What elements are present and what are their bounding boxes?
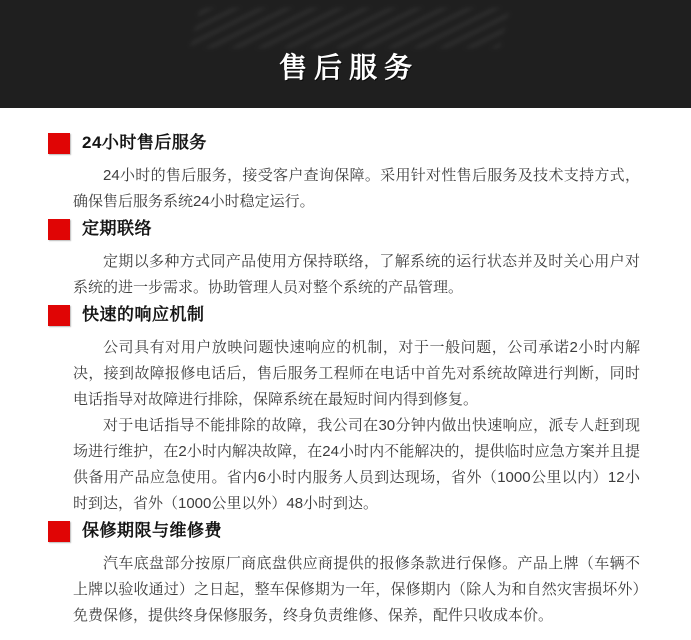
section-regular-contact xyxy=(48,218,640,301)
red-square-bullet-icon xyxy=(48,219,70,240)
red-square-bullet-icon xyxy=(48,521,70,542)
section-paragraph: 定期以多种方式同产品使用方保持联络，了解系统的运行状态并及时关心用户对系统的进一步需求。协助管理人员对整个系统的产品管理。 xyxy=(73,253,640,296)
section-paragraph: 汽车底盘部分按原厂商底盘供应商提供的报修条款进行保修。产品上牌（车辆不上牌以验收通过）之日起，整车保修期为一年，保修期内（除人为和自然灾害损坏外）免费保修，提供终身保修服务，终身负责维修、保养，配件只收成本价。 xyxy=(73,555,640,624)
header-banner xyxy=(0,0,691,108)
content-area xyxy=(0,108,691,629)
section-heading-row xyxy=(48,520,640,542)
section-heading: 保修期限与维修费 xyxy=(82,521,222,540)
section-heading: 快速的响应机制 xyxy=(82,305,205,324)
section-heading-row xyxy=(48,132,640,154)
red-square-bullet-icon xyxy=(48,305,70,326)
section-paragraph: 对于电话指导不能排除的故障，我公司在30分钟内做出快速响应，派专人赶到现场进行维护，在2小时内解决故障，在24小时内不能解决的，提供临时应急方案并且提供备用产品应急使用。省内6小时内服务人员到达现场，省外（1000公里以内）12小时到达，省外（1000公里以外）48小时到达。 xyxy=(73,417,640,512)
section-24h-service xyxy=(48,132,640,215)
section-paragraph: 24小时的售后服务，接受客户查询保障。采用针对性售后服务及技术支持方式，确保售后服务系统24小时稳定运行。 xyxy=(73,167,640,210)
section-heading-row xyxy=(48,218,640,240)
section-heading: 定期联络 xyxy=(82,219,152,238)
section-heading-row xyxy=(48,304,640,326)
page-title: 售后服务 xyxy=(278,52,419,83)
section-heading: 24小时售后服务 xyxy=(82,133,207,152)
watermark-smudge xyxy=(190,8,510,48)
section-rapid-response xyxy=(48,304,640,517)
section-warranty-fees xyxy=(48,520,640,629)
section-paragraph: 公司具有对用户放映问题快速响应的机制，对于一般问题，公司承诺2小时内解决，接到故障报修电话后，售后服务工程师在电话中首先对系统故障进行判断，同时电话指导对故障进行排除，保障系统在最短时间内得到修复。 xyxy=(73,339,640,408)
red-square-bullet-icon xyxy=(48,133,70,154)
